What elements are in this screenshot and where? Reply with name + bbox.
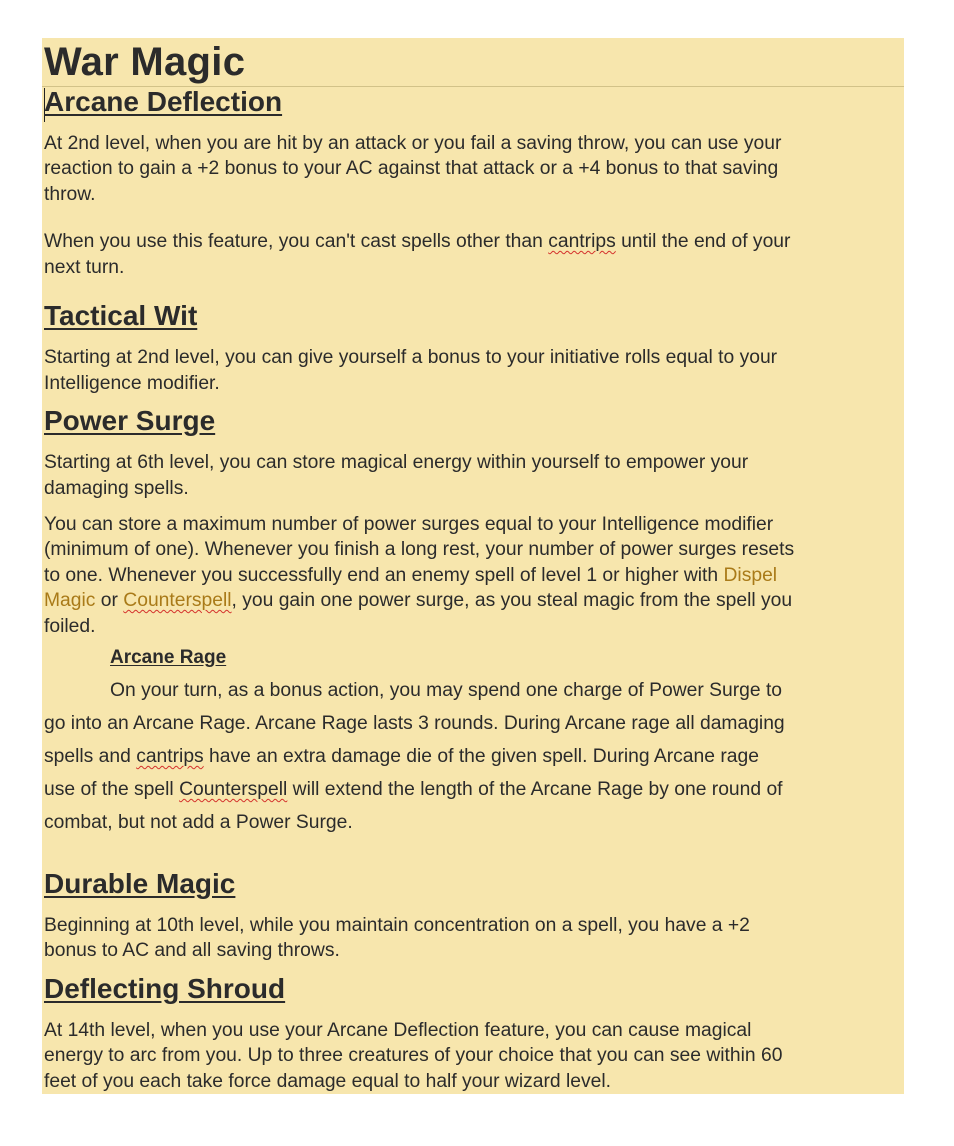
- link-dispel-magic[interactable]: Dispel: [723, 565, 778, 586]
- heading-arcane-deflection: Arcane Deflection: [44, 86, 283, 117]
- paragraph-line: to one. Whenever you successfully end an enemy spell of level 1 or higher with Dispel: [44, 565, 778, 586]
- misspelled-word[interactable]: cantrips: [136, 746, 204, 767]
- heading-power-surge: Power Surge: [44, 405, 216, 436]
- document-page[interactable]: [42, 38, 904, 1094]
- paragraph-line: spells and cantrips have an extra damage die of the given spell. During Arcane rage: [44, 746, 759, 767]
- paragraph-line: throw.: [44, 184, 96, 205]
- paragraph-line: When you use this feature, you can't cast spells other than cantrips until the end of your: [44, 231, 791, 252]
- paragraph-line: energy to arc from you. Up to three creatures of your choice that you can see within 60: [44, 1045, 783, 1066]
- heading-tactical-wit: Tactical Wit: [44, 300, 198, 331]
- paragraph-line: go into an Arcane Rage. Arcane Rage lasts 3 rounds. During Arcane rage all damaging: [44, 713, 785, 734]
- misspelled-word[interactable]: cantrips: [548, 231, 616, 252]
- link-dispel-magic[interactable]: Magic: [44, 590, 96, 611]
- subheading-arcane-rage: Arcane Rage: [110, 647, 227, 668]
- heading-durable-magic: Durable Magic: [44, 868, 236, 899]
- paragraph-line: bonus to AC and all saving throws.: [44, 940, 340, 961]
- paragraph-line: (minimum of one). Whenever you finish a long rest, your number of power surges resets: [44, 539, 795, 560]
- paragraph-line: reaction to gain a +2 bonus to your AC against that attack or a +4 bonus to that saving: [44, 158, 779, 179]
- paragraph-line: At 2nd level, when you are hit by an attack or you fail a saving throw, you can use your: [44, 133, 782, 154]
- paragraph-line: Beginning at 10th level, while you maintain concentration on a spell, you have a +2: [44, 915, 750, 936]
- paragraph-line: On your turn, as a bonus action, you may spend one charge of Power Surge to: [110, 680, 783, 701]
- paragraph-line: At 14th level, when you use your Arcane Deflection feature, you can cause magical: [44, 1020, 752, 1041]
- paragraph-line: use of the spell Counterspell will extend the length of the Arcane Rage by one round of: [44, 779, 783, 800]
- heading-deflecting-shroud: Deflecting Shroud: [44, 973, 286, 1004]
- paragraph-line: Starting at 6th level, you can store magical energy within yourself to empower your: [44, 452, 749, 473]
- paragraph-line: Intelligence modifier.: [44, 373, 220, 394]
- document-title: War Magic: [44, 40, 246, 84]
- paragraph-line: Starting at 2nd level, you can give yourself a bonus to your initiative rolls equal to your: [44, 347, 778, 368]
- paragraph-line: combat, but not add a Power Surge.: [44, 812, 353, 833]
- paragraph-line: foiled.: [44, 616, 96, 637]
- paragraph-line: You can store a maximum number of power surges equal to your Intelligence modifier: [44, 514, 774, 535]
- paragraph-line: feet of you each take force damage equal to half your wizard level.: [44, 1071, 611, 1092]
- misspelled-word[interactable]: Counterspell: [179, 779, 288, 800]
- paragraph-line: Magic or Counterspell, you gain one power surge, as you steal magic from the spell you: [44, 590, 793, 611]
- link-counterspell[interactable]: Counterspell: [123, 590, 232, 611]
- paragraph-line: next turn.: [44, 257, 125, 278]
- paragraph-line: damaging spells.: [44, 478, 189, 499]
